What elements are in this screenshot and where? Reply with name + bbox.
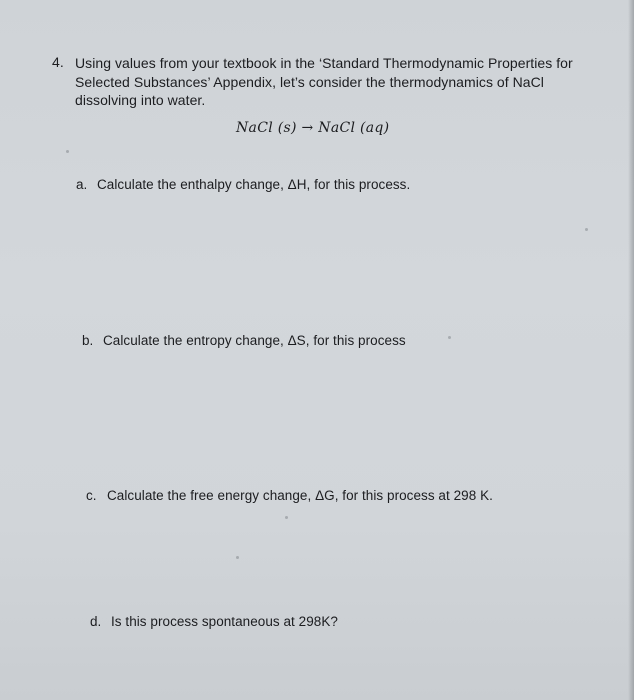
part-b-text: Calculate the entropy change, ΔS, for this process bbox=[103, 333, 406, 348]
paper-speck bbox=[66, 150, 69, 153]
paper-speck bbox=[585, 228, 588, 231]
part-a bbox=[76, 177, 410, 192]
part-d bbox=[90, 614, 338, 629]
part-d-label: d. bbox=[90, 614, 102, 629]
reaction-equation: NaCl (s) → NaCl (aq) bbox=[236, 120, 390, 136]
part-c bbox=[86, 488, 493, 503]
question-prompt: Using values from your textbook in the ‘Standard Thermodynamic Properties for Selected Substances’ Appendix, let’s consider the thermodynamics of NaCl dissolving into water. bbox=[75, 55, 573, 108]
paper-speck bbox=[236, 556, 239, 559]
part-b-label: b. bbox=[82, 333, 94, 348]
part-d-text: Is this process spontaneous at 298K? bbox=[111, 614, 338, 629]
part-a-label: a. bbox=[76, 177, 88, 192]
part-a-text: Calculate the enthalpy change, ΔH, for this process. bbox=[97, 177, 411, 192]
part-b bbox=[82, 333, 406, 348]
question-number: 4. bbox=[52, 54, 64, 70]
page-edge-shadow bbox=[628, 0, 634, 700]
part-c-label: c. bbox=[86, 488, 97, 503]
paper-speck bbox=[285, 516, 288, 519]
paper-speck bbox=[448, 336, 451, 339]
part-c-text: Calculate the free energy change, ΔG, for this process at 298 K. bbox=[107, 488, 493, 503]
